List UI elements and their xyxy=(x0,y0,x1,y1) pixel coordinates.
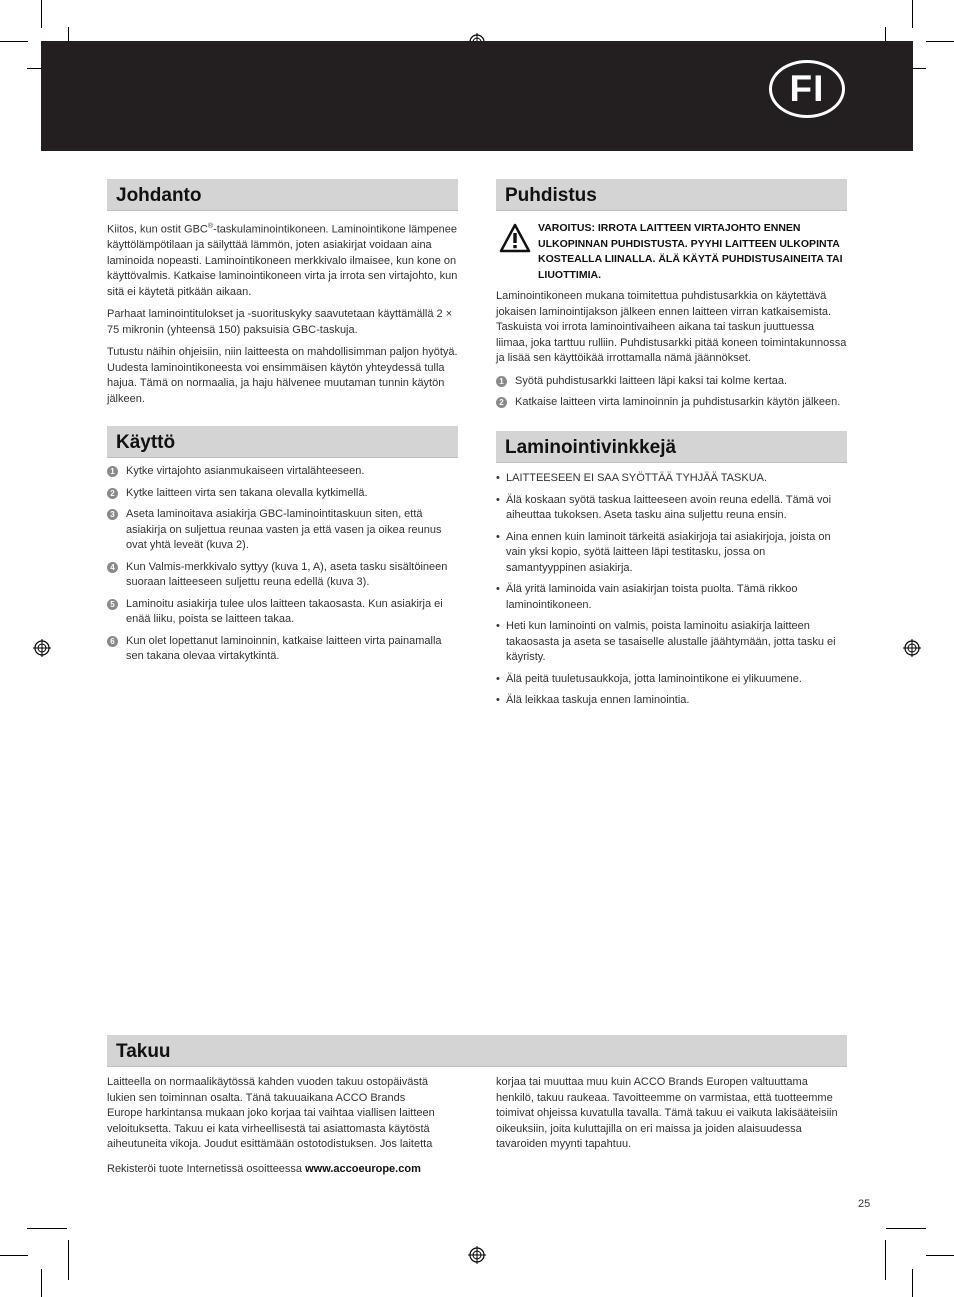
numbered-list xyxy=(496,374,847,411)
section-heading: Puhdistus xyxy=(496,179,847,211)
crop-mark xyxy=(912,0,913,28)
list-item: • Aina ennen kuin laminoit tärkeitä asiakirjoja tai asiakirjoja, joista on vain yksi kopio, syötä laitteen läpi testitasku, jossa on samantyyppinen asiakirja. xyxy=(496,530,831,574)
bullet-list xyxy=(496,471,847,709)
crop-mark xyxy=(0,41,28,42)
list-item: 4 Kun Valmis-merkkivalo syttyy (kuva 1, A), aseta tasku sisältöineen suoraan laitteeseen suljettu reuna edellä (kuva 3). xyxy=(107,560,458,591)
list-item: • Älä yritä laminoida vain asiakirjan toista puolta. Tämä rikkoo laminointikoneen. xyxy=(496,583,798,611)
list-item: 6 Kun olet lopettanut laminoinnin, katkaise laitteen virta painamalla sen takana olevaa virtakytkintä. xyxy=(107,634,458,665)
register-link[interactable]: www.accoeurope.com xyxy=(305,1162,421,1175)
crop-mark xyxy=(41,1269,42,1297)
step-number-icon: 4 xyxy=(107,562,118,573)
list-item: 1 Syötä puhdistusarkki laitteen läpi kaksi tai kolme kertaa. xyxy=(496,374,847,390)
step-number-icon: 2 xyxy=(107,488,118,499)
register-line: Rekisteröi tuote Internetissä osoitteessa www.accoeurope.com xyxy=(107,1162,421,1175)
crop-mark xyxy=(926,1255,954,1256)
step-number-icon: 2 xyxy=(496,397,507,408)
paragraph: Laitteella on normaalikäytössä kahden vuoden takuu ostopäivästä lukien sen toiminnan osalta. Tänä takuuaikana ACCO Brands Europe harkintansa mukaan joko korjaa tai vaihtaa viallisen laitteen veloituksetta. Takuu ei kata virheellisestä tai asiattomasta käytöstä aiheutuneita vikoja. Joudut esittämään ostotodistuksen. Jos laitetta xyxy=(107,1076,435,1150)
puhdistus-section xyxy=(496,179,847,417)
johdanto-section xyxy=(107,179,458,414)
list-item: 2 Katkaise laitteen virta laminoinnin ja puhdistusarkin käytön jälkeen. xyxy=(496,395,847,411)
takuu-section xyxy=(107,1035,847,1175)
crop-mark xyxy=(886,1228,926,1229)
crop-mark xyxy=(926,41,954,42)
registration-mark-icon xyxy=(468,1246,486,1264)
numbered-list xyxy=(107,464,458,665)
warning-text: VAROITUS: IRROTA LAITTEEN VIRTAJOHTO ENNEN ULKOPINNAN PUHDISTUSTA. PYYHI LAITTEEN ULKOPINTA KOSTEALLA LIINALLA. ÄLÄ KÄYTÄ PUHDISTUSAINEITA TAI LIUOTTIMIA. xyxy=(538,222,843,281)
list-item: • LAITTEESEEN EI SAA SYÖTTÄÄ TYHJÄÄ TASKUA. xyxy=(496,472,768,484)
list-item: • Älä peitä tuuletusaukkoja, jotta laminointikone ei ylikuumene. xyxy=(496,672,802,685)
step-number-icon: 6 xyxy=(107,636,118,647)
section-heading: Johdanto xyxy=(107,179,458,211)
step-number-icon: 1 xyxy=(107,466,118,477)
registration-mark-icon xyxy=(903,639,921,657)
list-item: • Älä koskaan syötä taskua laitteeseen avoin reuna edellä. Tämä voi aiheuttaa tukoksen. Aseta tasku aina suljettu reuna ensin. xyxy=(496,493,832,521)
page-number: 25 xyxy=(858,1198,871,1210)
language-badge: FI xyxy=(769,60,845,118)
registration-mark-icon xyxy=(33,639,51,657)
list-item: 1 Kytke virtajohto asianmukaiseen virtalähteeseen. xyxy=(107,464,458,480)
crop-mark xyxy=(41,0,42,28)
list-item: • Älä leikkaa taskuja ennen laminointia. xyxy=(496,694,690,706)
warning-icon xyxy=(499,223,531,253)
section-heading: Käyttö xyxy=(107,426,458,458)
section-heading: Laminointivinkkejä xyxy=(496,431,847,463)
paragraph: Parhaat laminointitulokset ja -suorituskyky saavutetaan käyttämällä 2 × 75 mikronin (yhteensä 150) paksuisia GBC-taskuja. xyxy=(107,308,453,336)
section-heading: Takuu xyxy=(107,1035,847,1067)
paragraph: Tutustu näihin ohjeisiin, niin laitteesta on mahdollisimman paljon hyötyä. Uudesta laminointikoneesta voi ensimmäisen käytön yhteydessä tulla hajua. Tämä on normaalia, ja haju hälvenee muutaman tunnin käytön jälkeen. xyxy=(107,346,458,405)
step-number-icon: 5 xyxy=(107,599,118,610)
crop-mark xyxy=(0,1255,28,1256)
crop-mark xyxy=(912,1269,913,1297)
warning-box xyxy=(496,221,847,283)
paragraph: Laminointikoneen mukana toimitettua puhdistusarkkia on käytettävä jokaisen laminointijakson jälkeen ennen laitteen virran katkaisemista. Taskuista voi irrota laminointivaiheen aikana tai taskun juuttuessa liimaa, joka tarttuu rulliin. Puhdistusarkki pitää koneen toimintakunnossa ja lisää sen käyttöikää irrottamalla nämä jäännökset. xyxy=(496,290,847,364)
crop-mark xyxy=(68,1240,69,1280)
crop-mark xyxy=(27,1228,67,1229)
list-item: 2 Kytke laitteen virta sen takana olevalla kytkimellä. xyxy=(107,486,458,502)
paragraph: korjaa tai muuttaa muu kuin ACCO Brands Europen valtuuttama henkilö, takuu raukeaa. Tavoitteemme on varmistaa, että tuotteemme toimivat ohjeissa kuvatulla tavalla. Tämä takuu ei vaikuta lakisääteisiin oikeuksiin, joita kuluttajilla on eri maissa ja joiden alaisuudessa tavaroiden myynti tapahtuu. xyxy=(496,1076,838,1150)
vinkit-section xyxy=(496,431,847,715)
crop-mark xyxy=(885,1240,886,1280)
paragraph: Kiitos, kun ostit GBC®-taskulaminointikoneen. Laminointikone lämpenee käyttölämpötilaan ja säilyttää lämmön, joten asiakirjat voidaan aina laminoida nopeasti. Laminointikoneen merkkivalo ilmaisee, kun kone on käyttövalmis. Katkaise laminointikoneen virta ja irrota sen virtajohto, kun sitä ei käytetä pitkään aikaan. xyxy=(107,223,458,298)
header-banner xyxy=(41,41,913,151)
step-number-icon: 1 xyxy=(496,376,507,387)
step-number-icon: 3 xyxy=(107,509,118,520)
list-item: 5 Laminoitu asiakirja tulee ulos laitteen takaosasta. Kun asiakirja ei enää liiku, poista se laitteen takaa. xyxy=(107,597,458,628)
kaytto-section xyxy=(107,426,458,671)
list-item: • Heti kun laminointi on valmis, poista laminoitu asiakirja laitteen takaosasta ja aseta se tasaiselle alustalle jäähtymään, jotta tasku ei käyristy. xyxy=(496,620,836,663)
list-item: 3 Aseta laminoitava asiakirja GBC-laminointitaskuun siten, että asiakirja on suljettua reunaa vasten ja että vasen ja oikea reunus ovat yhtä leveät (kuva 2). xyxy=(107,507,458,554)
